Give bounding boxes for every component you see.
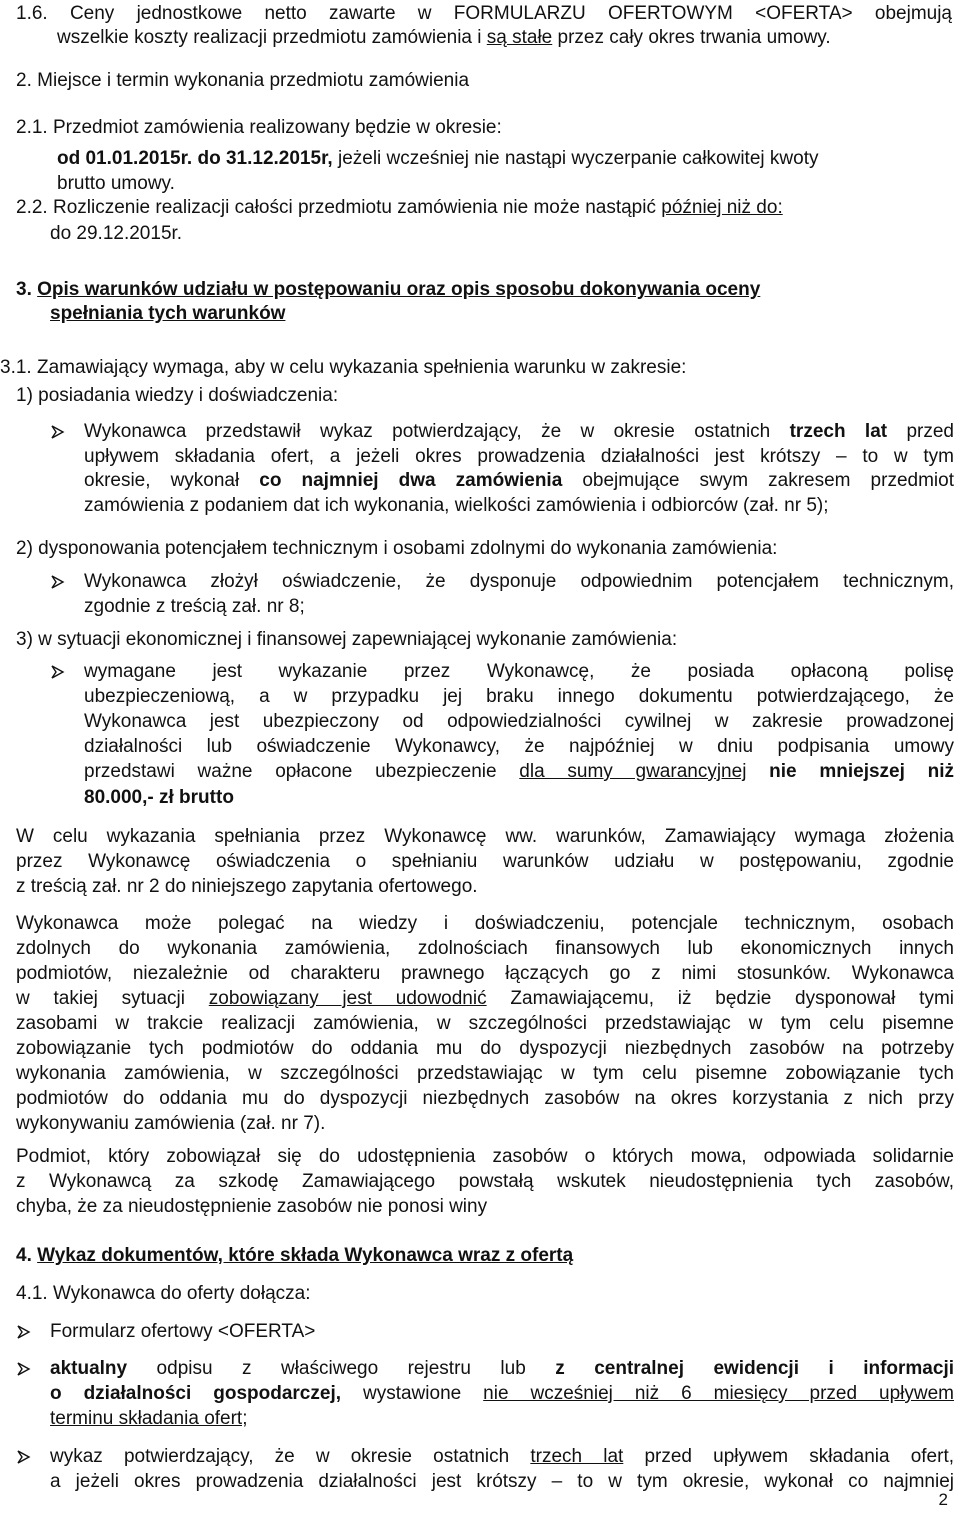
- condition-1: 1) posiadania wiedzy i doświadczenia:: [16, 385, 339, 406]
- section-3-heading-line-1: 3. Opis warunków udziału w postępowaniu oraz opis sposobu dokonywania oceny: [16, 279, 761, 300]
- section-2-1: 2.1. Przedmiot zamówienia realizowany będzie w okresie:: [16, 117, 502, 138]
- condition-2-bullet-line-1: Wykonawca złożył oświadczenie, że dysponuje odpowiednim potencjałem technicznym,: [84, 571, 954, 592]
- paragraph-2-line-1: Wykonawca może polegać na wiedzy i doświadczeniu, potencjale technicznym, osobach: [16, 913, 954, 934]
- condition-1-bullet-line-4: zamówienia z podaniem dat ich wykonania, wielkości zamówienia i odbiorców (zał. nr 5);: [84, 495, 829, 516]
- section-2-1-dates: od 01.01.2015r. do 31.12.2015r, jeżeli wcześniej nie nastąpi wyczerpanie całkowitej kwoty: [57, 148, 819, 169]
- paragraph-1-line-2: przez Wykonawcę oświadczenia o spełnianiu warunków udziału w postępowaniu, zgodnie: [16, 851, 954, 872]
- paragraph-2-line-2: zdolnych do wykonania zamówienia, zdolnościach finansowych lub ekonomicznych innych: [16, 938, 954, 959]
- paragraph-2-line-4: w takiej sytuacji zobowiązany jest udowodnić Zamawiającemu, iż będzie dysponował tymi: [16, 988, 954, 1009]
- paragraph-2-line-5: zasobami w trakcie realizacji zamówienia, w szczególności przedstawiając w tym celu pisemne: [16, 1013, 954, 1034]
- condition-1-bullet-line-3: okresie, wykonał co najmniej dwa zamówienia obejmujące swym zakresem przedmiot: [84, 470, 954, 491]
- section-2-2: 2.2. Rozliczenie realizacji całości przedmiotu zamówienia nie może nastąpić później niż do:: [16, 197, 783, 218]
- condition-1-bullet-line-1: Wykonawca przedstawił wykaz potwierdzający, że w okresie ostatnich trzech lat przed: [84, 421, 954, 442]
- arrow-bullet-icon: [50, 420, 70, 444]
- condition-3-bullet-line-4: działalności lub oświadczenie Wykonawcy, że najpóźniej w dniu podpisania umowy: [84, 736, 954, 757]
- arrow-bullet-icon: [16, 1320, 36, 1344]
- paragraph-3-line-3: chyba, że za nieudostępnienie zasobów nie ponosi winy: [16, 1196, 488, 1217]
- document-item-1: Formularz ofertowy <OFERTA>: [50, 1321, 316, 1342]
- paragraph-2-line-7: wykonania zamówienia, w szczególności przedstawiając w tym celu pisemne zobowiązanie tych: [16, 1063, 954, 1084]
- arrow-bullet-icon: [50, 570, 70, 594]
- section-1-6-line-2: wszelkie koszty realizacji przedmiotu zamówienia i są stałe przez cały okres trwania umowy.: [57, 27, 831, 48]
- section-2-heading: 2. Miejsce i termin wykonania przedmiotu zamówienia: [16, 70, 470, 91]
- arrow-bullet-icon: [16, 1445, 36, 1469]
- paragraph-2-line-3: podmiotów, niezależnie od charakteru prawnego łączących go z nimi stosunków. Wykonawca: [16, 963, 954, 984]
- document-item-2-line-3: terminu składania ofert;: [50, 1408, 248, 1429]
- paragraph-3-line-2: z Wykonawcą za szkodę Zamawiającego powstałą wskutek nieudostępnienia tych zasobów,: [16, 1171, 954, 1192]
- document-item-2-line-1: aktualny odpisu z właściwego rejestru lub z centralnej ewidencji i informacji: [50, 1358, 954, 1379]
- paragraph-2-line-8: podmiotów do oddania mu do dyspozycji niezbędnych zasobów na okres korzystania z nich przy: [16, 1088, 954, 1109]
- section-4-1: 4.1. Wykonawca do oferty dołącza:: [16, 1283, 311, 1304]
- paragraph-1-line-1: W celu wykazania spełniania przez Wykonawcę ww. warunków, Zamawiający wymaga złożenia: [16, 826, 954, 847]
- document-item-3-line-2: a jeżeli okres prowadzenia działalności jest krótszy – to w tym okresie, wykonał co najmniej: [50, 1471, 954, 1492]
- section-2-1-cont: brutto umowy.: [57, 173, 175, 194]
- condition-3-bullet-line-3: Wykonawca jest ubezpieczony od odpowiedzialności cywilnej w zakresie prowadzonej: [84, 711, 954, 732]
- arrow-bullet-icon: [16, 1357, 36, 1381]
- condition-2: 2) dysponowania potencjałem technicznym i osobami zdolnymi do wykonania zamówienia:: [16, 538, 778, 559]
- document-item-2-line-2: o działalności gospodarczej, wystawione nie wcześniej niż 6 miesięcy przed upływem: [50, 1383, 954, 1404]
- paragraph-2-line-6: zobowiązanie tych podmiotów do oddania mu do dyspozycji niezbędnych zasobów na potrzeby: [16, 1038, 954, 1059]
- section-2-2-date: do 29.12.2015r.: [50, 223, 183, 244]
- section-3-heading-line-2: spełniania tych warunków: [50, 303, 286, 324]
- condition-3-bullet-line-2: ubezpieczeniową, a w przypadku jej braku innego dokumentu potwierdzającego, że: [84, 686, 954, 707]
- paragraph-2-line-9: wykonywaniu zamówienia (zał. nr 7).: [16, 1113, 326, 1134]
- section-3-1: 3.1. Zamawiający wymaga, aby w celu wykazania spełnienia warunku w zakresie:: [0, 357, 687, 378]
- arrow-bullet-icon: [50, 660, 70, 684]
- page-number: 2: [938, 1490, 948, 1509]
- document-item-3-line-1: wykaz potwierdzający, że w okresie ostatnich trzech lat przed upływem składania ofert,: [50, 1446, 954, 1467]
- condition-3-bullet-line-5: przedstawi ważne opłacone ubezpieczenie dla sumy gwarancyjnej nie mniejszej niż: [84, 761, 955, 782]
- paragraph-3-line-1: Podmiot, który zobowiązał się do udostępnienia zasobów o których mowa, odpowiada solidarnie: [16, 1146, 954, 1167]
- paragraph-1-line-3: z treścią zał. nr 2 do niniejszego zapytania ofertowego.: [16, 876, 478, 897]
- condition-3-bullet-line-6: 80.000,- zł brutto: [84, 787, 234, 808]
- condition-1-bullet-line-2: upływem składania ofert, a jeżeli okres prowadzenia działalności jest krótszy – to w tym: [84, 446, 954, 467]
- condition-3-bullet-line-1: wymagane jest wykazanie przez Wykonawcę, że posiada opłaconą polisę: [84, 661, 954, 682]
- condition-3: 3) w sytuacji ekonomicznej i finansowej zapewniającej wykonanie zamówienia:: [16, 629, 678, 650]
- condition-2-bullet-line-2: zgodnie z treścią zał. nr 8;: [84, 596, 305, 617]
- section-4-heading: 4. Wykaz dokumentów, które składa Wykonawca wraz z ofertą: [16, 1245, 574, 1266]
- section-1-6-line-1: 1.6. Ceny jednostkowe netto zawarte w FORMULARZU OFERTOWYM <OFERTA> obejmują: [16, 3, 952, 24]
